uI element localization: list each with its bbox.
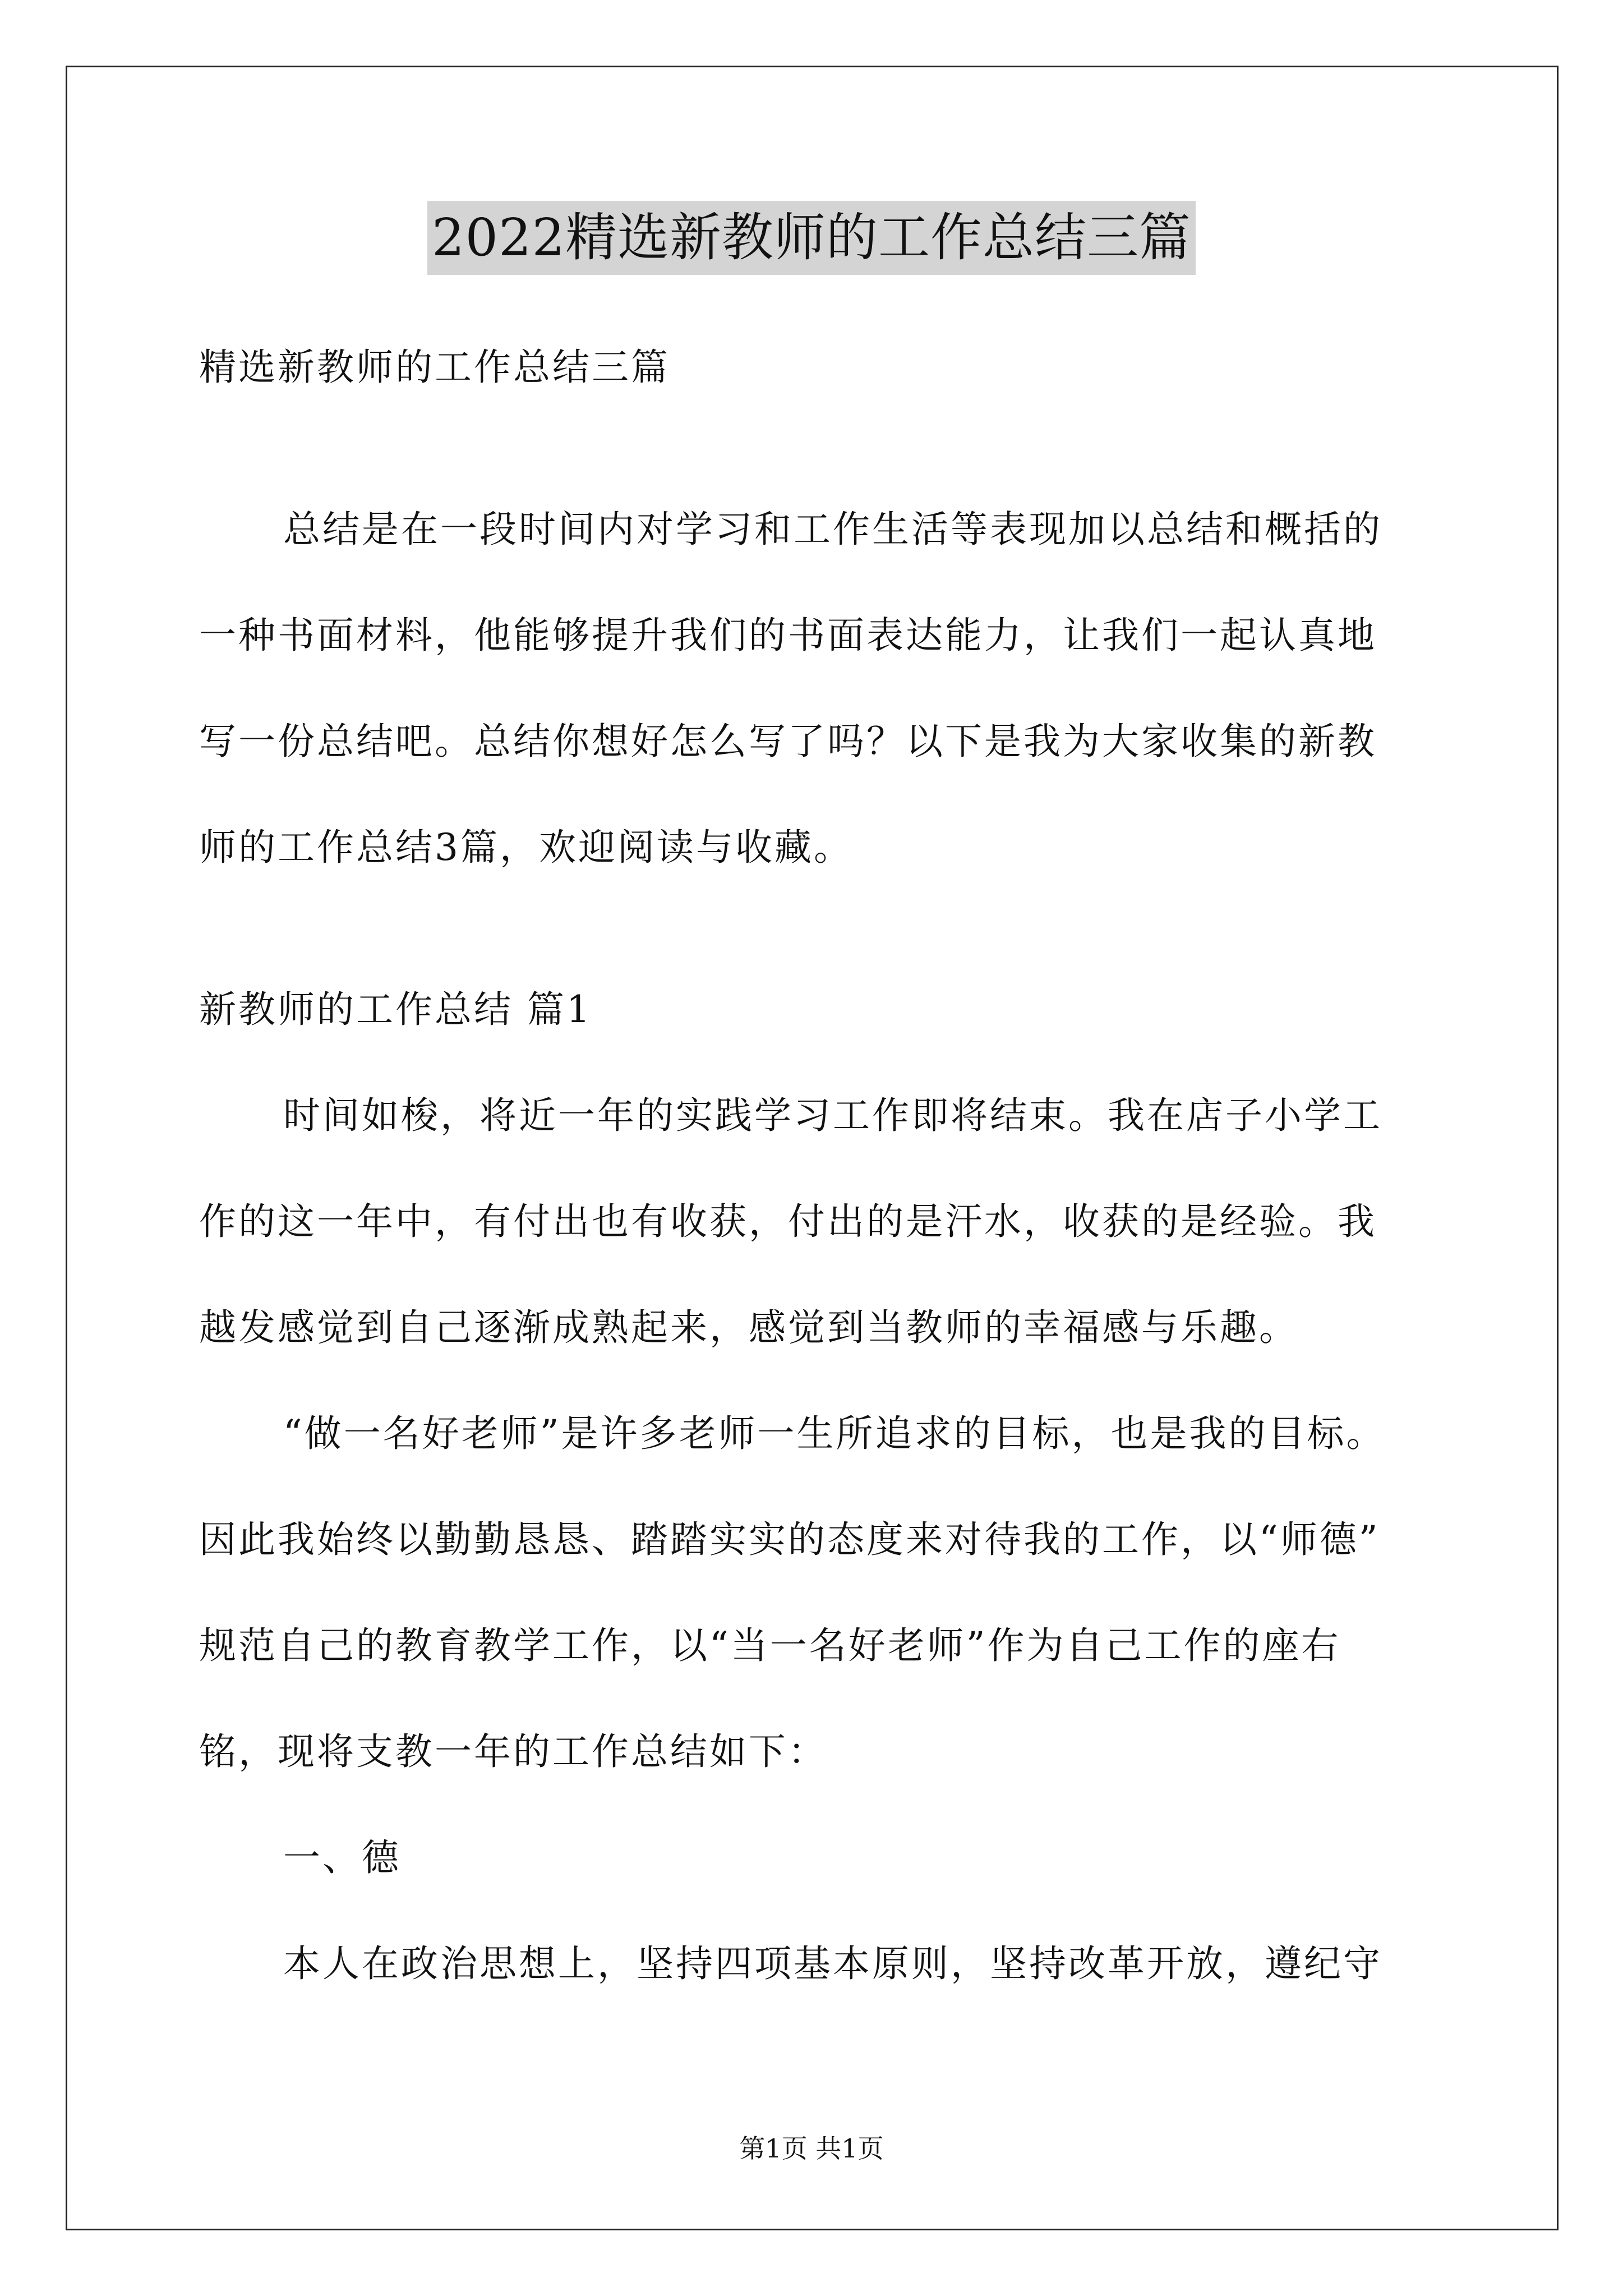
intro-paragraph-line: 师的工作总结3篇，欢迎阅读与收藏。 [199,826,853,869]
subsection-heading: 一、德 [283,1836,401,1879]
body-paragraph-line: 本人在政治思想上，坚持四项基本原则，坚持改革开放，遵纪守 [283,1942,1382,1985]
intro-paragraph-line: 一种书面材料，他能够提升我们的书面表达能力，让我们一起认真地 [199,614,1377,657]
section-heading: 新教师的工作总结 篇1 [199,988,592,1031]
body-paragraph-line: “做一名好老师”是许多老师一生所追求的目标，也是我的目标。 [283,1412,1386,1455]
document-title: 2022精选新教师的工作总结三篇 [427,201,1196,275]
body-paragraph-line: 越发感觉到自己逐渐成熟起来，感觉到当教师的幸福感与乐趣。 [199,1306,1298,1349]
body-paragraph-line: 作的这一年中，有付出也有收获，付出的是汗水，收获的是经验。我 [199,1200,1377,1243]
document-body [199,314,1427,2017]
title-container [0,201,1623,275]
intro-paragraph-line: 总结是在一段时间内对学习和工作生活等表现加以总结和概括的 [283,508,1382,551]
body-paragraph-line: 铭，现将支教一年的工作总结如下： [199,1730,827,1773]
document-subtitle: 精选新教师的工作总结三篇 [199,346,670,389]
page-footer: 第1页 共1页 [739,2133,884,2164]
body-paragraph-line: 因此我始终以勤勤恳恳、踏踏实实的态度来对待我的工作，以“师德” [199,1518,1380,1561]
body-paragraph-line: 时间如梭，将近一年的实践学习工作即将结束。我在店子小学工 [283,1094,1382,1137]
body-paragraph-line: 规范自己的教育教学工作，以“当一名好老师”作为自己工作的座右 [199,1624,1341,1667]
intro-paragraph-line: 写一份总结吧。总结你想好怎么写了吗？以下是我为大家收集的新教 [199,720,1377,763]
